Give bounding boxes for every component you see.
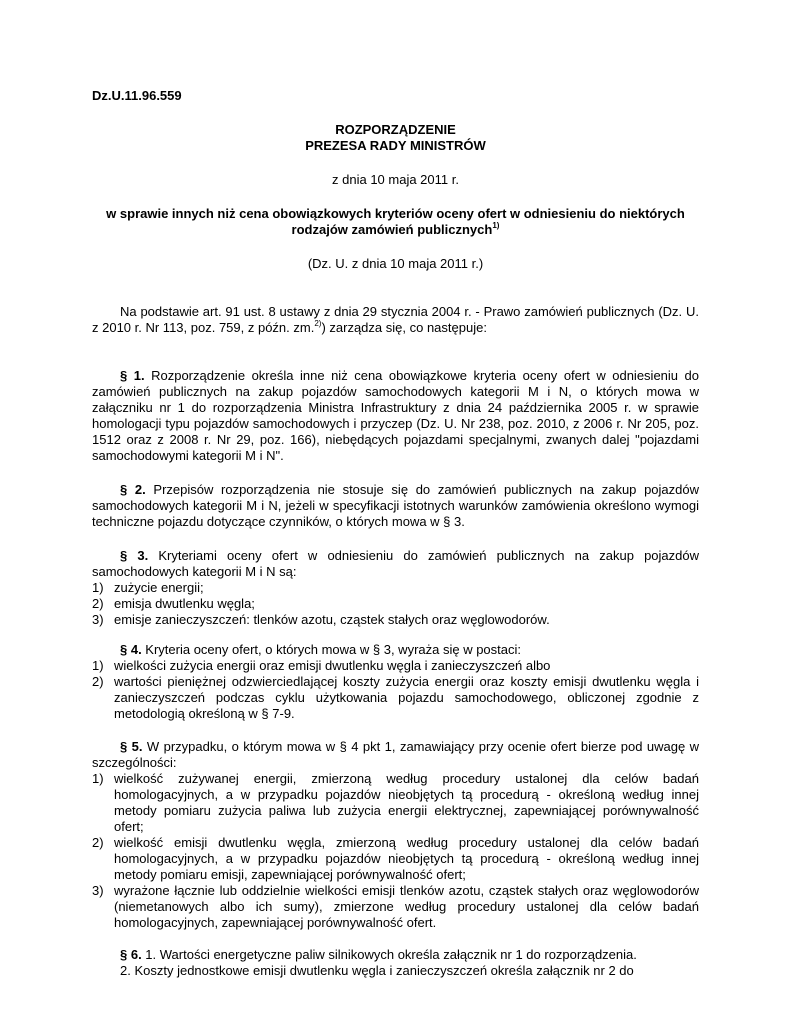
list-item-number: 1) (92, 771, 104, 786)
list-item-number: 2) (92, 674, 104, 689)
title-block (92, 122, 699, 154)
section-6 (92, 947, 699, 963)
list-item (92, 580, 699, 596)
publication-note: (Dz. U. z dnia 10 maja 2011 r.) (307, 256, 484, 271)
legal-basis-text: Na podstawie art. 91 ust. 8 ustawy z dnia 29 stycznia 2004 r. - Prawo zamówień publicznych (Dz. U. z 2010 r. Nr 113, poz. 759, z późn. zm. (92, 304, 699, 335)
section-2 (92, 482, 699, 530)
issue-date: z dnia 10 maja 2011 r. (332, 172, 459, 187)
subject-heading (100, 206, 691, 238)
section-3 (92, 548, 699, 580)
section-5-text: W przypadku, o którym mowa w § 4 pkt 1, zamawiający przy ocenie ofert bierze pod uwagę w szczególności: (92, 739, 699, 770)
section-4 (92, 642, 699, 658)
list-item (92, 612, 699, 628)
section-5-label: § 5. (120, 739, 143, 754)
section-1 (92, 368, 699, 464)
section-4-text: Kryteria oceny ofert, o których mowa w § 3, wyraża się w postaci: (141, 642, 521, 657)
list-item-number: 1) (92, 580, 104, 595)
list-item-number: 1) (92, 658, 104, 673)
list-item (92, 771, 699, 835)
subject-footnote-marker: 1) (492, 220, 500, 230)
list-item-number: 3) (92, 883, 104, 898)
section-2-label: § 2. (120, 482, 146, 497)
section-3-text: Kryteriami oceny ofert w odniesieniu do zamówień publicznych na zakup pojazdów samochodowych kategorii M i N są: (92, 548, 699, 579)
list-item (92, 674, 699, 722)
list-item (92, 658, 699, 674)
legal-basis-end: ) zarządza się, co następuje: (321, 320, 487, 335)
list-item-number: 2) (92, 835, 104, 850)
journal-reference: Dz.U.11.96.559 (92, 88, 182, 103)
list-item-text: wielkość emisji dwutlenku węgla, zmierzoną według procedury ustalonej dla celów badań homologacyjnych, a w przypadku pojazdów nieobjętych tą procedurą - określoną według innej metody pomiaru emisji, zapewniającej porównywalność ofert; (114, 835, 699, 882)
section-5 (92, 739, 699, 771)
section-1-label: § 1. (120, 368, 145, 383)
list-item-number: 2) (92, 596, 104, 611)
list-item (92, 596, 699, 612)
section-1-text: Rozporządzenie określa inne niż cena obowiązkowe kryteria oceny ofert w odniesieniu do zamówień publicznych na zakup pojazdów samochodowych kategorii M i N, o których mowa w załączniku nr 1 do rozporządzenia Ministra Infrastruktury z dnia 24 października 2005 r. w sprawie homologacji typu pojazdów samochodowych i przyczep (Dz. U. Nr 238, poz. 2010, z 2006 r. Nr 205, poz. 1512 oraz z 2008 r. Nr 29, poz. 166), niebędących pojazdami specjalnymi, zwanych dalej "pojazdami samochodowymi kategorii M i N". (92, 368, 699, 463)
section-4-label: § 4. (120, 642, 142, 657)
list-item (92, 883, 699, 931)
list-item-text: emisja dwutlenku węgla; (114, 596, 255, 611)
section-3-label: § 3. (120, 548, 149, 563)
section-2-text: Przepisów rozporządzenia nie stosuje się do zamówień publicznych na zakup pojazdów samochodowych kategorii M i N, jeżeli w specyfikacji istotnych warunków zamówienia określono wymogi techniczne pojazdu dotyczące czynników, o których mowa w § 3. (92, 482, 699, 529)
section-6-label: § 6. (120, 947, 142, 962)
list-item-text: wielkość zużywanej energii, zmierzoną według procedury ustalonej dla celów badań homologacyjnych, a w przypadku pojazdów nieobjętych tą procedurą - określoną według innej metody pomiaru zużycia paliwa lub zużycia energii elektrycznej, zapewniającej porównywalność ofert; (114, 771, 699, 834)
section-4-list (92, 658, 699, 722)
list-item-text: wartości pieniężnej odzwierciedlającej koszty zużycia energii oraz koszty emisji dwutlenku węgla i zanieczyszczeń podczas cyklu użytkowania pojazdu samochodowego, obliczonej zgodnie z metodologią określoną w § 7-9. (114, 674, 699, 721)
document-page (92, 88, 699, 979)
title-line-1: ROZPORZĄDZENIE (335, 122, 456, 137)
list-item-text: wielkości zużycia energii oraz emisji dwutlenku węgla i zanieczyszczeń albo (114, 658, 551, 673)
section-6-text-2: 2. Koszty jednostkowe emisji dwutlenku węgla i zanieczyszczeń określa załącznik nr 2 do (120, 963, 634, 978)
list-item-text: wyrażone łącznie lub oddzielnie wielkości emisji tlenków azotu, cząstek stałych oraz węglowodorów (niemetanowych albo ich sumy), zmierzone według procedury ustalonej dla celów badań homologacyjnych, zapewniającej porównywalność ofert. (114, 883, 699, 930)
list-item-text: emisje zanieczyszczeń: tlenków azotu, cząstek stałych oraz węglowodorów. (114, 612, 550, 627)
section-6-text-1: 1. Wartości energetyczne paliw silnikowych określa załącznik nr 1 do rozporządzenia. (141, 947, 637, 962)
section-3-list (92, 580, 699, 628)
subject-text: w sprawie innych niż cena obowiązkowych kryteriów oceny ofert w odniesieniu do niektórych rodzajów zamówień publicznych (106, 206, 685, 237)
section-5-list (92, 771, 699, 931)
list-item-number: 3) (92, 612, 104, 627)
list-item-text: zużycie energii; (114, 580, 204, 595)
legal-basis-footnote-marker: 2) (314, 318, 322, 328)
title-line-2: PREZESA RADY MINISTRÓW (305, 138, 486, 153)
legal-basis (92, 304, 699, 336)
list-item (92, 835, 699, 883)
